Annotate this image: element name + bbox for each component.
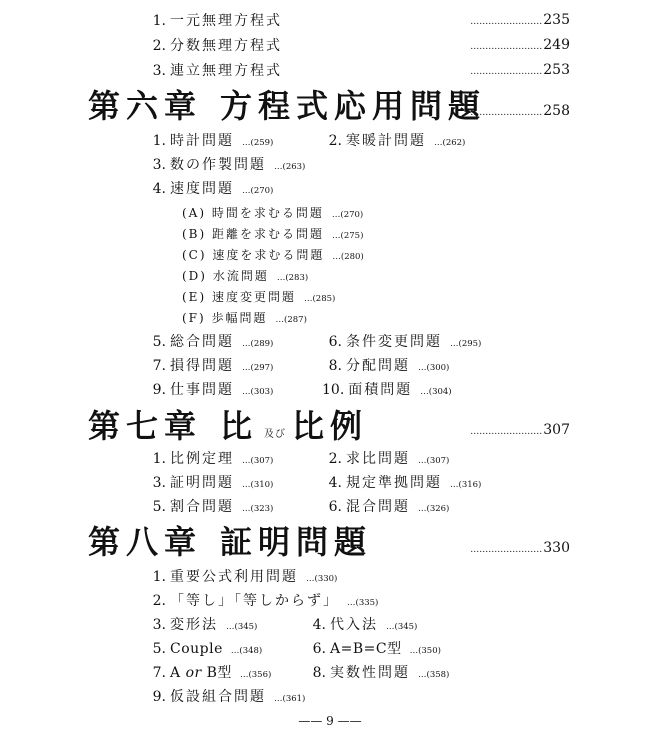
toc-subitem: (E) 速度変更問題 …(285) — [182, 290, 336, 304]
toc-item: 1. 比例定理 …(307) — [152, 451, 274, 467]
chapter-page-ref: ……………………258 — [470, 103, 570, 119]
toc-item: 5. 総合問題 …(289) — [152, 334, 274, 350]
toc-item: 10. 面積問題 …(304) — [322, 382, 452, 398]
toc-subitem: (F) 歩幅問題 …(287) — [182, 311, 307, 325]
toc-item — [146, 37, 282, 55]
toc-item: 7. A or B型 …(356) — [152, 665, 272, 681]
chapter-page-ref: ……………………307 — [470, 422, 570, 438]
item-title: 一元無理方程式 — [170, 13, 282, 29]
toc-subitem: (C) 速度を求むる問題 …(280) — [182, 248, 364, 262]
toc-item: 4. 代入法 …(345) — [312, 617, 418, 633]
item-number: 1. — [152, 13, 166, 29]
toc-item: 6. A=B=C型 …(350) — [312, 641, 441, 657]
toc-item: 6. 混合問題 …(326) — [328, 499, 450, 515]
toc-item — [146, 12, 282, 30]
page-ref: ……………………249 — [470, 37, 570, 53]
toc-item: 9. 仕事問題 …(303) — [152, 382, 274, 398]
chapter-page-ref: ……………………330 — [470, 540, 570, 556]
toc-item: 2. 求比問題 …(307) — [328, 451, 450, 467]
toc-item: 8. 実数性問題 …(358) — [312, 665, 450, 681]
toc-item: 4. 規定準拠問題 …(316) — [328, 475, 482, 491]
toc-item: 1. 時計問題 …(259) — [152, 133, 274, 149]
page-ref: ……………………235 — [470, 12, 570, 28]
toc-item: 4. 速度問題 …(270) — [152, 181, 274, 197]
toc-item: 6. 条件変更問題 …(295) — [328, 334, 482, 350]
toc-subitem: (B) 距離を求むる問題 …(275) — [182, 227, 364, 241]
chapter-heading: 第八章 証明問題 — [88, 523, 373, 561]
toc-item: 3. 数の作製問題 …(263) — [152, 157, 306, 173]
page-ref: ……………………253 — [470, 62, 570, 78]
item-title: 連立無理方程式 — [170, 63, 282, 79]
toc-subitem: (A) 時間を求むる問題 …(270) — [182, 206, 364, 220]
toc-subitem: (D) 水流問題 …(283) — [182, 269, 309, 283]
chapter-heading: 第七章 比 及び 比例 — [88, 407, 369, 445]
toc-item: 2. 寒暖計問題 …(262) — [328, 133, 466, 149]
toc-item: 8. 分配問題 …(300) — [328, 358, 450, 374]
page-number: —— 9 —— — [298, 714, 362, 728]
toc-item: 3. 変形法 …(345) — [152, 617, 258, 633]
chapter-heading: 第六章 方程式応用問題 — [88, 87, 487, 125]
item-title: 分数無理方程式 — [170, 38, 282, 54]
item-number: 3. — [152, 63, 166, 79]
toc-item: 2. 「等し」「等しからず」 …(335) — [152, 593, 379, 609]
toc-item — [146, 62, 282, 80]
toc-item: 5. Couple …(348) — [152, 641, 263, 657]
toc-item: 1. 重要公式利用問題 …(330) — [152, 569, 338, 585]
toc-item: 3. 証明問題 …(310) — [152, 475, 274, 491]
toc-item: 9. 仮設組合問題 …(361) — [152, 689, 306, 705]
item-number: 2. — [152, 38, 166, 54]
toc-item: 5. 割合問題 …(323) — [152, 499, 274, 515]
toc-item: 7. 損得問題 …(297) — [152, 358, 274, 374]
